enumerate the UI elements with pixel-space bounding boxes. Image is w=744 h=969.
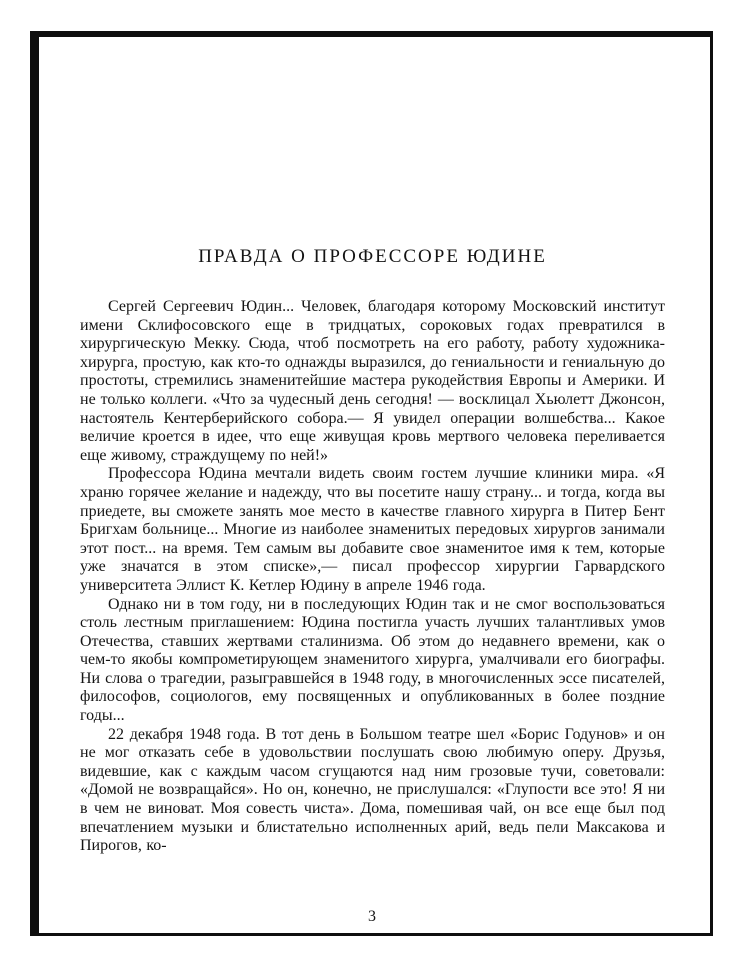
body-text [80,298,665,856]
page-number: 3 [368,908,376,925]
paragraph: Сергей Сергеевич Юдин... Человек, благодаря которому Московский институт имени Склифосовского еще в тридцатых, сороковых годах превратился в хирургическую Мекку. Сюда, чтоб посмотреть на его работу, работу художника-хирурга, простую, как кто-то однажды выразился, до гениальности и гениальную до простоты, стремились знаменитейшие мастера рукодействия Европы и Америки. И не только коллеги. «Что за чудесный день сегодня! — восклицал Хьюлетт Джонсон, настоятель Кентерберийского собора.— Я увидел операции волшебства... Какое величие кроется в идее, что еще живущая кровь мертвого человека переливается еще живому, страждущему по ней!» [80,298,665,464]
page-content [80,246,665,856]
paragraph: Профессора Юдина мечтали видеть своим гостем лучшие клиники мира. «Я храню горячее желание и надежду, что вы посетите нашу страну... и тогда, когда вы приедете, вы сможете занять мое место в качестве главного хирурга в Питер Бент Бригхам больнице... Многие из наиболее знаменитых передовых хирургов занимали этот пост... на время. Тем самым вы добавите свое знаменитое имя к тем, которые уже значатся в этом списке»,— писал профессор хирургии Гарвардского университета Эллист К. Кетлер Юдину в апреле 1946 года. [80,465,665,594]
paragraph: 22 декабря 1948 года. В тот день в Большом театре шел «Борис Годунов» и он не мог отказать себе в удовольствии послушать свою любимую оперу. Друзья, видевшие, как с каждым часом сгущаются над ним грозовые тучи, советовали: «Домой не возвращайся». Но он, конечно, не прислушался: «Глупости все это! Я ни в чем не виноват. Моя совесть чиста». Дома, помешивая чай, он все еще был под впечатлением музыки и блистательно исполненных арий, ведь пели Максакова и Пирогов, ко- [80,725,665,855]
chapter-title: ПРАВДА О ПРОФЕССОРЕ ЮДИНЕ [198,246,547,267]
paragraph: Однако ни в том году, ни в последующих Юдин так и не смог воспользоваться столь лестным приглашением: Юдина постигла участь лучших талантливых умов Отечества, ставших жертвами сталинизма. Об этом до недавнего времени, как о чем-то якобы компрометирующем знаменитого хирурга, умалчивали его биографы. Ни слова о трагедии, разыгравшейся в 1948 году, в многочисленных эссе писателей, философов, социологов, ему посвященных и опубликованных в более поздние годы... [80,595,665,725]
